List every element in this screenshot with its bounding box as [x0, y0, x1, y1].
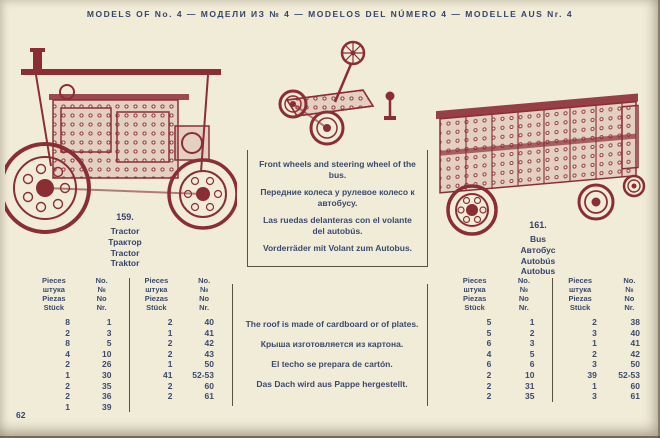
pieces-header: Pieces штука Piezas Stück — [144, 276, 169, 312]
pieces-header: Pieces штука Piezas Stück — [462, 276, 487, 312]
pieces-value: 1 — [65, 401, 71, 412]
part-number: 60 — [204, 380, 214, 391]
bus-illustration — [426, 80, 658, 238]
parts-row — [556, 359, 655, 370]
part-number: 36 — [102, 391, 112, 402]
pieces-value: 1 — [167, 327, 173, 338]
parts-row — [450, 391, 549, 402]
parts-row — [556, 317, 655, 328]
bus-parts-col-1 — [450, 276, 549, 402]
bus-caption — [478, 220, 598, 278]
parts-row — [133, 381, 229, 392]
parts-row — [133, 338, 229, 349]
text-line: Tractor — [110, 247, 140, 258]
bus-parts-col-2 — [556, 276, 655, 402]
pieces-value: 2 — [65, 359, 71, 370]
text-line: Traktor — [110, 258, 140, 269]
part-number: 39 — [102, 401, 112, 412]
parts-row — [450, 338, 549, 349]
pieces-value: 3 — [592, 391, 597, 402]
tractor-parts-table — [30, 276, 228, 412]
pieces-value: 1 — [65, 369, 71, 380]
pieces-value: 1 — [592, 338, 597, 349]
part-number: 5 — [106, 338, 112, 349]
parts-row — [133, 391, 229, 402]
parts-row — [450, 381, 549, 392]
part-number: 6 — [529, 359, 535, 370]
page-number: 62 — [16, 410, 26, 420]
part-number: 35 — [525, 391, 535, 402]
part-number: 1 — [529, 317, 535, 327]
text-line: Das Dach wird aus Pappe hergestellt. — [256, 379, 408, 390]
bus-figure-number: 161. — [529, 220, 547, 230]
text-line: Autobús — [520, 255, 556, 266]
table-header — [450, 276, 549, 312]
part-number: 41 — [204, 327, 214, 338]
parts-row — [30, 391, 126, 402]
part-number: 50 — [630, 359, 640, 370]
part-number: 10 — [525, 369, 535, 380]
text-line: El techo se prepara de cartón. — [271, 359, 393, 370]
pieces-value: 8 — [65, 317, 71, 327]
pieces-header: Pieces штука Piezas Stück — [568, 276, 593, 312]
pieces-value: 5 — [486, 327, 492, 338]
parts-row — [30, 402, 126, 413]
bus-parts-table — [450, 276, 654, 402]
part-number: 3 — [529, 338, 535, 349]
part-number: 2 — [529, 327, 535, 338]
right-column-rule — [427, 284, 428, 406]
part-number: 61 — [630, 391, 640, 402]
part-number: 61 — [204, 391, 214, 402]
part-number: 30 — [102, 369, 112, 380]
part-number: 40 — [630, 327, 640, 338]
table-header — [30, 276, 126, 312]
text-line: Autobus — [520, 266, 556, 277]
pieces-value: 2 — [65, 327, 71, 338]
parts-row — [30, 317, 126, 328]
pieces-value: 2 — [65, 391, 71, 402]
part-number: 26 — [102, 359, 112, 370]
pieces-value: 1 — [167, 359, 173, 370]
part-number: 42 — [630, 348, 640, 359]
pieces-value: 2 — [486, 391, 492, 402]
pieces-value: 41 — [163, 369, 173, 380]
pieces-header: Pieces штука Piezas Stück — [41, 276, 66, 312]
tractor-parts-col-2 — [133, 276, 229, 412]
text-line: Bus — [529, 234, 547, 244]
text-line: Front wheels and steering wheel of the bus. — [259, 159, 416, 181]
pieces-value: 2 — [65, 380, 71, 391]
text-line: Vorderräder mit Volant zum Autobus. — [262, 243, 413, 254]
parts-row — [133, 349, 229, 360]
number-header: No. № No Nr. — [623, 276, 636, 312]
text-line: Tractor — [110, 226, 140, 236]
parts-row — [133, 328, 229, 339]
pieces-value: 3 — [592, 359, 597, 370]
part-number: 42 — [204, 338, 214, 349]
part-number: 52-53 — [192, 369, 214, 380]
pieces-value: 2 — [486, 369, 492, 380]
pieces-value: 1 — [592, 380, 597, 391]
table-header — [133, 276, 229, 312]
pieces-value: 4 — [65, 348, 71, 359]
tractor-parts-col-1 — [30, 276, 126, 412]
parts-row — [556, 391, 655, 402]
tractor-figure-number: 159. — [116, 212, 134, 222]
parts-row — [556, 349, 655, 360]
pieces-value: 6 — [486, 359, 492, 370]
pieces-value: 2 — [592, 348, 597, 359]
bus-model-names — [478, 235, 598, 277]
part-number: 38 — [630, 317, 640, 327]
pieces-value: 6 — [486, 338, 492, 349]
pieces-value: 2 — [486, 380, 492, 391]
page-title: MODELS OF No. 4 — МОДЕЛИ ИЗ № 4 — MODELOS DEL NÚMERO 4 — MODELLE AUS Nr. 4 — [86, 9, 574, 19]
part-number: 3 — [106, 327, 112, 338]
part-number: 40 — [204, 317, 214, 327]
steering-note-box — [247, 150, 428, 267]
text-line: Передние колеса у рулевое колесо к автобусу. — [260, 187, 415, 209]
text-line: The roof is made of cardboard or of plates. — [245, 319, 419, 329]
pieces-value: 2 — [167, 380, 173, 391]
pieces-value: 39 — [587, 369, 597, 380]
number-header: No. № No Nr. — [517, 276, 530, 312]
parts-row — [450, 317, 549, 328]
parts-row — [30, 370, 126, 381]
number-header: No. № No Nr. — [95, 276, 108, 312]
pieces-value: 3 — [592, 327, 597, 338]
parts-row — [133, 317, 229, 328]
part-number: 35 — [102, 380, 112, 391]
parts-row — [450, 359, 549, 370]
part-number: 1 — [106, 317, 112, 327]
part-number: 31 — [525, 380, 535, 391]
parts-row — [450, 328, 549, 339]
parts-row — [133, 359, 229, 370]
number-header: No. № No Nr. — [198, 276, 211, 312]
roof-note — [238, 319, 426, 399]
pieces-value: 2 — [167, 317, 173, 327]
pieces-value: 8 — [65, 338, 71, 349]
table-divider — [552, 278, 553, 402]
table-header — [556, 276, 655, 312]
parts-row — [30, 381, 126, 392]
steering-assembly-illustration — [275, 40, 405, 152]
parts-row — [556, 370, 655, 381]
parts-row — [30, 338, 126, 349]
tractor-caption — [60, 212, 190, 270]
pieces-value: 5 — [486, 317, 492, 327]
pieces-value: 4 — [486, 348, 492, 359]
parts-row — [556, 328, 655, 339]
pieces-value: 2 — [167, 338, 173, 349]
part-number: 41 — [630, 338, 640, 349]
text-line: Автобус — [520, 244, 556, 255]
parts-row — [30, 359, 126, 370]
part-number: 52-53 — [618, 369, 640, 380]
text-line: Крыша изготовляется из картона. — [260, 339, 404, 350]
left-column-rule — [232, 284, 233, 406]
part-number: 43 — [204, 348, 214, 359]
table-divider — [129, 278, 130, 412]
part-number: 10 — [102, 348, 112, 359]
part-number: 60 — [630, 380, 640, 391]
pieces-value: 2 — [167, 348, 173, 359]
parts-row — [30, 328, 126, 339]
pieces-value: 2 — [167, 391, 173, 402]
pieces-value: 2 — [592, 317, 597, 327]
parts-row — [133, 370, 229, 381]
parts-row — [30, 349, 126, 360]
text-line: Трактор — [108, 236, 142, 247]
parts-row — [450, 349, 549, 360]
part-number: 5 — [529, 348, 535, 359]
parts-row — [556, 381, 655, 392]
parts-row — [556, 338, 655, 349]
parts-row — [450, 370, 549, 381]
tractor-model-names — [60, 227, 190, 269]
text-line: Las ruedas delanteras con el volante del autobús. — [263, 215, 412, 237]
part-number: 50 — [204, 359, 214, 370]
